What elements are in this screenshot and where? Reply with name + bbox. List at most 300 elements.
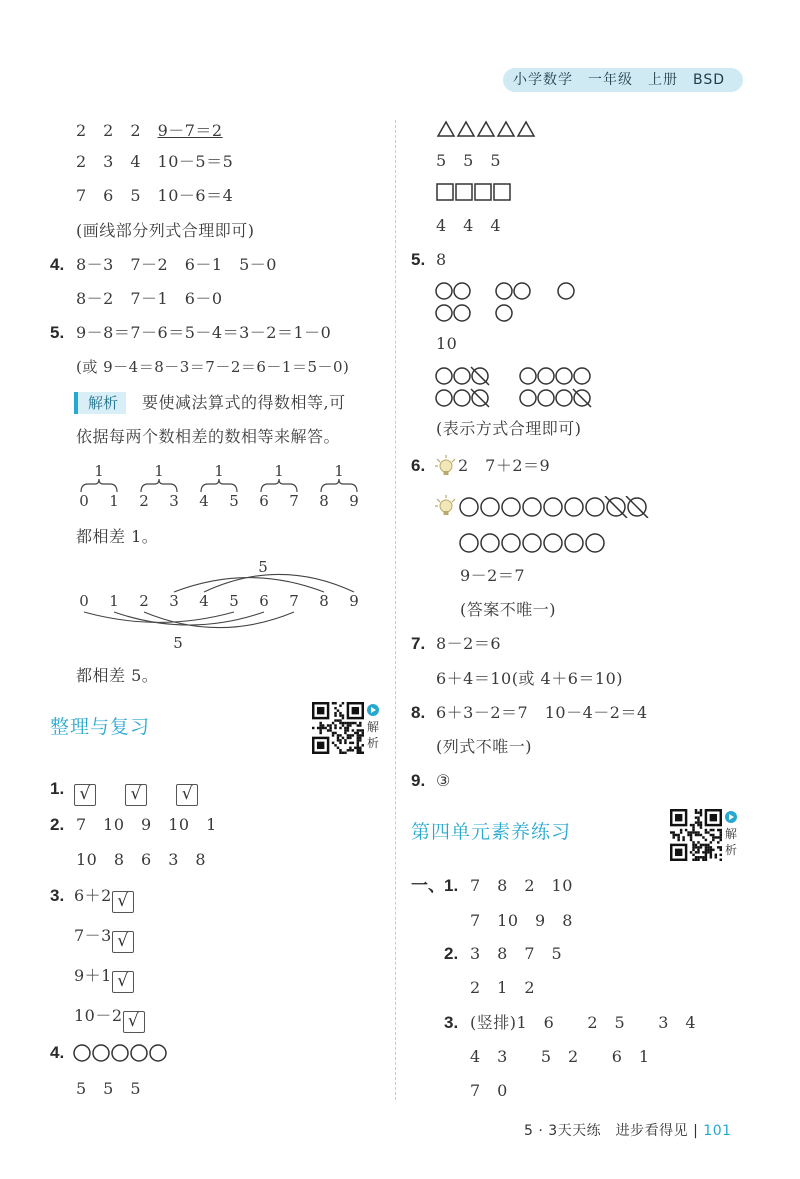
qr-module — [720, 854, 722, 856]
qr-module — [697, 824, 699, 826]
qr-module — [695, 834, 697, 836]
qr-module — [357, 739, 359, 741]
question-number: 2. — [444, 944, 459, 963]
qr-module — [347, 724, 349, 726]
pair-number: 6 — [259, 492, 269, 510]
qr-module — [700, 814, 702, 816]
qr-module — [362, 752, 364, 754]
qr-module — [697, 816, 699, 818]
qr-module — [352, 742, 354, 744]
cross-mark — [573, 389, 591, 407]
qr-finder-core — [317, 742, 324, 749]
qr-caption: 解 — [366, 720, 379, 734]
qr-module — [327, 724, 329, 726]
qr-module — [359, 724, 361, 726]
qr-module — [352, 734, 354, 736]
number-line-value: 8 — [319, 592, 329, 610]
qr-module — [687, 834, 689, 836]
qr-module — [720, 831, 722, 833]
qr-module — [705, 854, 707, 856]
question-number: 5. — [411, 250, 426, 269]
play-icon — [725, 811, 737, 823]
note-line: (答案不唯一) — [460, 600, 556, 619]
answer-line: 8－2 7－1 6－0 — [76, 289, 223, 308]
question-number: 7. — [411, 634, 426, 653]
arc-mark — [144, 612, 294, 628]
circle-row — [72, 1042, 172, 1064]
qr-module — [312, 727, 314, 729]
qr-module — [344, 739, 346, 741]
qr-finder-core — [710, 814, 717, 821]
qr-module — [707, 851, 709, 853]
qr-module — [319, 722, 321, 724]
page-footer — [524, 1121, 732, 1141]
qr-module — [687, 831, 689, 833]
qr-module — [697, 841, 699, 843]
qr-module — [349, 722, 351, 724]
qr-caption: 析 — [366, 736, 379, 750]
qr-module — [700, 834, 702, 836]
qr-module — [717, 841, 719, 843]
section-title-unit: 第四单元素养练习 — [411, 821, 572, 843]
answer-value: 8 — [436, 250, 447, 269]
conclusion-text: 都相差 1。 — [76, 527, 159, 546]
qr-module — [337, 737, 339, 739]
circle-shape — [523, 498, 541, 516]
qr-module — [332, 722, 334, 724]
qr-module — [319, 729, 321, 731]
qr-module — [349, 737, 351, 739]
qr-caption: 解 — [724, 827, 737, 841]
qr-module — [680, 831, 682, 833]
circle-shape — [586, 498, 604, 516]
number-line-value: 0 — [79, 592, 89, 610]
qr-module — [697, 849, 699, 851]
qr-module — [710, 829, 712, 831]
qr-module — [352, 729, 354, 731]
question-number: 4. — [50, 255, 65, 274]
circle-shape — [112, 1045, 128, 1061]
qr-module — [334, 719, 336, 721]
qr-module — [690, 824, 692, 826]
triangle-shape — [518, 122, 534, 136]
qr-module — [347, 734, 349, 736]
answer-line: (或 9－4＝8－3＝7－2＝6－1＝5－0) — [76, 358, 350, 376]
qr-module — [715, 836, 717, 838]
header-tag: 小学数学 一年级 上册 BSD — [503, 68, 743, 92]
qr-module — [705, 829, 707, 831]
answer-line: ③ — [436, 771, 451, 790]
qr-module — [344, 732, 346, 734]
square-shape — [494, 184, 510, 200]
qr-module — [342, 722, 344, 724]
check-box: √ — [74, 784, 96, 806]
qr-module — [362, 732, 364, 734]
compare-item: 9＋1 √ — [74, 966, 134, 993]
qr-module — [339, 739, 341, 741]
qr-module — [715, 854, 717, 856]
qr-module — [700, 844, 702, 846]
qr-module — [710, 854, 712, 856]
arc-mark — [204, 574, 354, 592]
circle-shape — [556, 368, 572, 384]
qr-module — [359, 739, 361, 741]
qr-code-icon[interactable] — [312, 702, 364, 754]
square-shape — [456, 184, 472, 200]
qr-module — [692, 831, 694, 833]
answer-line: 7 10 9 10 1 — [76, 815, 217, 834]
answer-line: 8－3 7－2 6－1 5－0 — [76, 255, 277, 274]
qr-module — [337, 739, 339, 741]
question-number: 3. — [50, 886, 65, 905]
circle-shape — [496, 283, 512, 299]
qr-module — [362, 744, 364, 746]
difference-diagram-2 — [70, 558, 370, 654]
qr-module — [332, 734, 334, 736]
qr-module — [332, 732, 334, 734]
qr-module — [349, 734, 351, 736]
qr-module — [692, 854, 694, 856]
circle-shape — [131, 1045, 147, 1061]
qr-module — [339, 704, 341, 706]
qr-module — [707, 849, 709, 851]
qr-module — [710, 841, 712, 843]
answer-line: 2 1 2 — [470, 978, 536, 997]
qr-module — [705, 859, 707, 861]
qr-module — [700, 824, 702, 826]
qr-module — [339, 749, 341, 751]
qr-module — [702, 851, 704, 853]
qr-module — [339, 752, 341, 754]
qr-module — [337, 709, 339, 711]
note-line: (列式不唯一) — [436, 737, 532, 756]
qr-module — [347, 722, 349, 724]
qr-module — [344, 742, 346, 744]
qr-module — [710, 834, 712, 836]
circle-row-crossed — [458, 496, 658, 518]
qr-finder-core — [675, 814, 682, 821]
circle-row — [458, 532, 618, 554]
brace-mark — [261, 479, 297, 492]
number-line-value: 2 — [139, 592, 149, 610]
number-line-value: 7 — [289, 592, 299, 610]
cross-mark — [626, 496, 648, 518]
qr-module — [332, 742, 334, 744]
qr-module — [339, 742, 341, 744]
qr-module — [337, 734, 339, 736]
qr-module — [685, 829, 687, 831]
explanation-text: 依据每两个数相差的数相等来解答。 — [76, 427, 341, 446]
qr-module — [344, 722, 346, 724]
qr-module — [349, 724, 351, 726]
qr-module — [707, 846, 709, 848]
qr-module — [720, 829, 722, 831]
answer-line: 7 8 2 10 — [470, 876, 573, 895]
qr-module — [700, 826, 702, 828]
triangle-shape — [438, 122, 454, 136]
qr-module — [702, 836, 704, 838]
circle-shape — [436, 368, 452, 384]
qr-module — [692, 824, 694, 826]
qr-module — [347, 729, 349, 731]
qr-module — [710, 851, 712, 853]
circle-shape — [556, 390, 572, 406]
lightbulb-icon — [434, 494, 456, 518]
circle-shape — [565, 534, 583, 552]
answer-line: 8－2＝6 — [436, 634, 502, 653]
bulb-glass — [440, 500, 452, 512]
question-number: 6. — [411, 456, 426, 475]
answer-line: 7 10 9 8 — [470, 911, 573, 930]
answer-line: 10 8 6 3 8 — [76, 850, 207, 869]
page-number: 101 — [703, 1123, 732, 1139]
circle-shape — [496, 305, 512, 321]
answer-line: 3 8 7 5 — [470, 944, 563, 963]
section-title-review: 整理与复习 — [50, 716, 151, 738]
bulb-ray — [452, 459, 455, 462]
circle-shape — [586, 534, 604, 552]
pair-number: 0 — [79, 492, 89, 510]
answer-line: 5 5 5 — [76, 1079, 142, 1098]
qr-module — [695, 811, 697, 813]
qr-module — [357, 744, 359, 746]
qr-module — [697, 831, 699, 833]
qr-module — [334, 744, 336, 746]
qr-module — [359, 722, 361, 724]
circle-shape — [520, 390, 536, 406]
qr-module — [359, 747, 361, 749]
check-box: √ — [125, 784, 147, 806]
qr-module — [707, 844, 709, 846]
qr-finder-core — [675, 849, 682, 856]
qr-module — [705, 856, 707, 858]
bulb-base — [444, 511, 449, 515]
qr-module — [319, 724, 321, 726]
circle-shape — [454, 305, 470, 321]
qr-module — [677, 839, 679, 841]
qr-module — [334, 732, 336, 734]
qr-module — [682, 839, 684, 841]
circle-shape — [436, 390, 452, 406]
qr-module — [332, 702, 334, 704]
qr-module — [342, 717, 344, 719]
qr-module — [700, 811, 702, 813]
qr-module — [342, 724, 344, 726]
qr-module — [710, 856, 712, 858]
diff-label: 1 — [154, 462, 164, 480]
qr-module — [707, 831, 709, 833]
circle-shape — [93, 1045, 109, 1061]
qr-module — [720, 834, 722, 836]
qr-module — [334, 727, 336, 729]
qr-module — [700, 856, 702, 858]
bulb-base — [444, 471, 449, 475]
number-line-value: 6 — [259, 592, 269, 610]
pair-number: 5 — [229, 492, 239, 510]
answer-line: 9－8＝7－6＝5－4＝3－2＝1－0 — [76, 323, 332, 342]
circle-shape — [460, 534, 478, 552]
qr-module — [322, 724, 324, 726]
question-number: 1. — [50, 779, 65, 798]
diff-label: 1 — [274, 462, 284, 480]
qr-module — [692, 846, 694, 848]
qr-module — [697, 811, 699, 813]
qr-module — [359, 752, 361, 754]
qr-module — [354, 732, 356, 734]
qr-module — [710, 846, 712, 848]
qr-module — [697, 846, 699, 848]
play-icon — [367, 704, 379, 716]
number-line-value: 1 — [109, 592, 119, 610]
qr-module — [717, 829, 719, 831]
qr-module — [334, 714, 336, 716]
number-line-value: 5 — [229, 592, 239, 610]
qr-module — [677, 836, 679, 838]
qr-module — [690, 851, 692, 853]
qr-finder-core — [317, 707, 324, 714]
question-number: 5. — [50, 323, 65, 342]
qr-module — [702, 844, 704, 846]
arc-label: 5 — [173, 634, 183, 652]
qr-module — [349, 749, 351, 751]
qr-module — [680, 829, 682, 831]
qr-module — [705, 851, 707, 853]
diff-label: 1 — [334, 462, 344, 480]
qr-module — [690, 839, 692, 841]
question-number: 8. — [411, 703, 426, 722]
qr-module — [342, 714, 344, 716]
circle-shape — [150, 1045, 166, 1061]
qr-module — [705, 846, 707, 848]
answer-value: 10 — [436, 334, 458, 353]
qr-module — [705, 844, 707, 846]
answer-line: 6＋3－2＝7 10－4－2＝4 — [436, 703, 648, 722]
circle-shape — [558, 283, 574, 299]
diff-label: 1 — [214, 462, 224, 480]
bulb-ray — [437, 499, 440, 502]
qr-module — [349, 742, 351, 744]
answer-line: 4 3 5 2 6 1 — [470, 1047, 650, 1066]
qr-module — [347, 749, 349, 751]
checkbox-row — [74, 779, 198, 806]
check-box: √ — [176, 784, 198, 806]
number-line-value: 3 — [169, 592, 179, 610]
qr-module — [342, 702, 344, 704]
number-line-value: 4 — [199, 592, 209, 610]
note-line: (画线部分列式合理即可) — [76, 221, 255, 240]
qr-module — [337, 747, 339, 749]
check-box: √ — [112, 971, 134, 993]
qr-module — [695, 844, 697, 846]
circle-shape — [502, 534, 520, 552]
qr-module — [342, 752, 344, 754]
qr-module — [347, 727, 349, 729]
qr-module — [329, 727, 331, 729]
qr-module — [700, 809, 702, 811]
qr-module — [359, 729, 361, 731]
qr-module — [705, 831, 707, 833]
qr-module — [690, 836, 692, 838]
cross-mark — [471, 367, 489, 385]
qr-module — [705, 839, 707, 841]
qr-module — [697, 819, 699, 821]
answer-line: 7 0 — [470, 1081, 508, 1100]
qr-module — [342, 737, 344, 739]
part-number: 一、 — [411, 876, 445, 895]
qr-module — [692, 849, 694, 851]
note-line: (表示方式合理即可) — [436, 419, 582, 438]
qr-module — [357, 747, 359, 749]
answer-line: 5 5 5 — [436, 151, 502, 170]
qr-module — [712, 836, 714, 838]
circle-shape — [436, 305, 452, 321]
conclusion-text: 都相差 5。 — [76, 666, 159, 685]
qr-module — [359, 749, 361, 751]
compare-item: 7－3 √ — [74, 926, 134, 953]
triangle-shape — [458, 122, 474, 136]
qr-module — [334, 702, 336, 704]
qr-module — [720, 836, 722, 838]
qr-module — [717, 836, 719, 838]
qr-module — [672, 834, 674, 836]
footer-brand: 5 · 3天天练 进步看得见 | — [524, 1123, 699, 1139]
cross-mark — [471, 389, 489, 407]
circle-shape — [520, 368, 536, 384]
circle-shape — [565, 498, 583, 516]
qr-module — [317, 727, 319, 729]
circle-shape — [502, 498, 520, 516]
qr-module — [670, 831, 672, 833]
circle-shape — [74, 1045, 90, 1061]
circle-shape — [523, 534, 541, 552]
qr-module — [675, 834, 677, 836]
pair-number: 4 — [199, 492, 209, 510]
qr-module — [359, 737, 361, 739]
qr-module — [720, 849, 722, 851]
arc-label: 5 — [258, 558, 268, 576]
qr-module — [319, 727, 321, 729]
circle-shape — [481, 534, 499, 552]
circle-groups-crossed — [432, 365, 602, 411]
qr-module — [339, 727, 341, 729]
qr-module — [322, 727, 324, 729]
lightbulb-icon — [434, 454, 456, 478]
qr-module — [702, 859, 704, 861]
qr-module — [357, 732, 359, 734]
qr-module — [710, 849, 712, 851]
qr-module — [672, 831, 674, 833]
compare-item: 6＋2 √ — [74, 886, 134, 913]
qr-module — [717, 846, 719, 848]
qr-module — [357, 749, 359, 751]
qr-code-icon[interactable] — [670, 809, 722, 861]
brace-mark — [201, 479, 237, 492]
arc-mark — [114, 612, 264, 625]
question-number: 2. — [50, 815, 65, 834]
qr-module — [357, 724, 359, 726]
qr-module — [357, 734, 359, 736]
qr-module — [339, 734, 341, 736]
check-box: √ — [112, 891, 134, 913]
qr-module — [700, 821, 702, 823]
qr-module — [347, 737, 349, 739]
qr-module — [339, 722, 341, 724]
qr-module — [705, 849, 707, 851]
circle-shape — [538, 368, 554, 384]
qr-module — [327, 729, 329, 731]
pair-number: 8 — [319, 492, 329, 510]
triangle-row — [434, 118, 544, 140]
